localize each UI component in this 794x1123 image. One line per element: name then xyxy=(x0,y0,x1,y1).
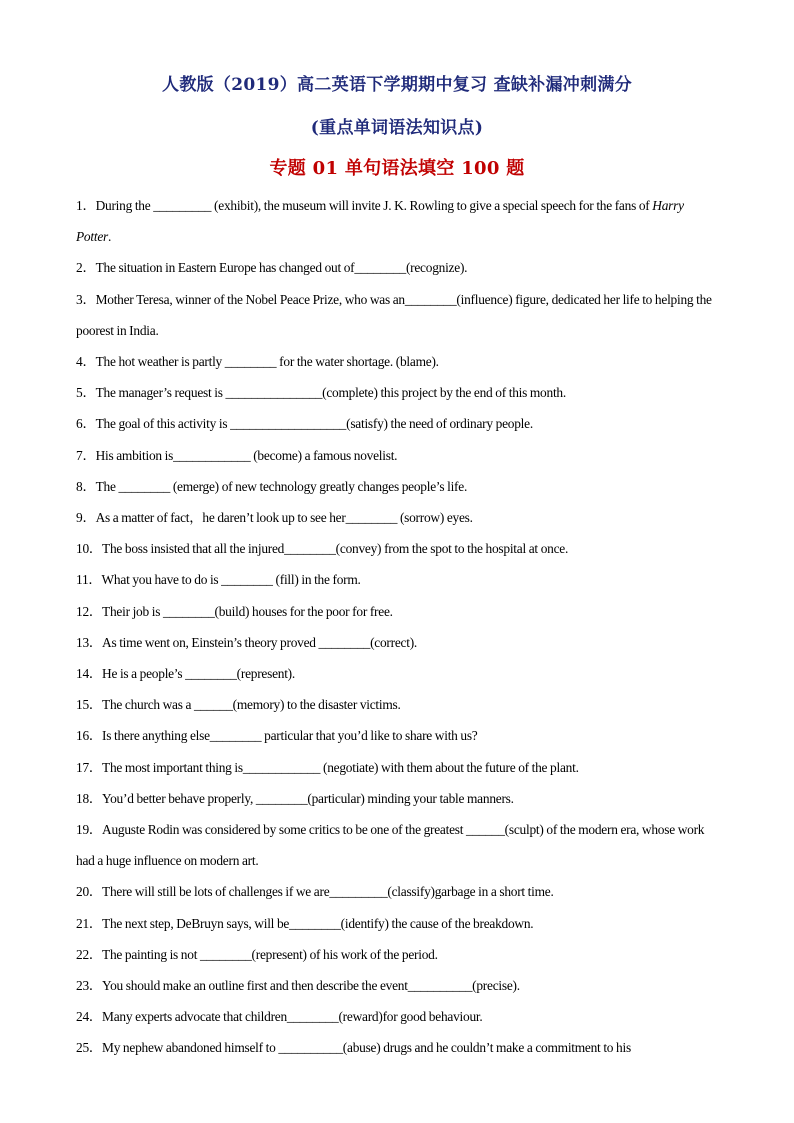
question-number: 6． xyxy=(76,416,96,432)
question-9 xyxy=(76,502,718,533)
question-number: 25． xyxy=(76,1040,103,1056)
question-21 xyxy=(76,908,718,939)
question-8 xyxy=(76,471,718,502)
question-22 xyxy=(76,939,718,970)
question-1: 1．During the _________ (exhibit), the museum will invite J. K. Rowling to give a special speech for the fans of Harry Potter. xyxy=(76,198,684,245)
question-text: My nephew abandoned himself to __________(abuse) drugs and he couldn’t make a commitment to his xyxy=(102,1040,631,1056)
question-number: 13． xyxy=(76,634,103,650)
question-number: 1． xyxy=(76,198,96,213)
question-number: 16． xyxy=(76,728,103,744)
question-2 xyxy=(76,252,718,283)
question-11 xyxy=(76,564,718,595)
question-number: 11． xyxy=(76,572,102,588)
question-text: Their job is ________(build) houses for the poor for free. xyxy=(102,603,393,619)
document-subtitle: (重点单词语法知识点) xyxy=(310,118,484,138)
question-text: The boss insisted that all the injured________(convey) from the spot to the hospital at once. xyxy=(102,541,569,557)
question-14 xyxy=(76,658,718,689)
question-text: What you have to do is ________ (fill) in the form. xyxy=(101,572,361,588)
question-number: 5． xyxy=(76,385,96,401)
question-6 xyxy=(76,408,718,439)
question-24 xyxy=(76,1001,718,1032)
question-number: 8． xyxy=(76,478,96,494)
question-number: 2． xyxy=(76,260,96,276)
question-number: 23． xyxy=(76,978,103,994)
question-number: 9． xyxy=(76,510,96,526)
question-number: 3． xyxy=(76,291,96,307)
question-text: You should make an outline first and then describe the event__________(precise). xyxy=(102,978,520,994)
question-text: The painting is not ________(represent) of his work of the period. xyxy=(102,946,438,962)
question-text: The ________ (emerge) of new technology greatly changes people’s life. xyxy=(95,478,468,494)
question-text: The manager’s request is _______________(complete) this project by the end of this month. xyxy=(95,385,566,401)
question-text: The hot weather is partly ________ for the water shortage. (blame). xyxy=(95,354,439,370)
question-number: 17． xyxy=(76,759,103,775)
question-10 xyxy=(76,533,718,564)
document-title: 人教版（2019）高二英语下学期期中复习 查缺补漏冲刺满分 xyxy=(162,75,632,95)
question-4 xyxy=(76,346,718,377)
question-text: The church was a ______(memory) to the disaster victims. xyxy=(102,697,401,713)
question-17 xyxy=(76,752,718,783)
question-text: As time went on, Einstein’s theory proved ________(correct). xyxy=(102,634,418,650)
question-text: Is there anything else________ particular that you’d like to share with us? xyxy=(102,728,478,744)
book-title: Harry Potter xyxy=(76,198,684,245)
question-text: As a matter of fact，he daren’t look up to see her________ (sorrow) eyes. xyxy=(95,510,473,526)
question-5 xyxy=(76,377,718,408)
question-18 xyxy=(76,783,718,814)
question-20 xyxy=(76,876,718,907)
question-19 xyxy=(76,814,718,876)
question-text: Mother Teresa, winner of the Nobel Peace Prize, who was an________(influence) figure, dedicated her life to helping the poorest in India. xyxy=(76,291,712,338)
question-15 xyxy=(76,689,718,720)
question-3 xyxy=(76,284,718,346)
question-text: The next step, DeBruyn says, will be________(identify) the cause of the breakdown. xyxy=(102,915,534,931)
question-text: The most important thing is____________ (negotiate) with them about the future of the plant. xyxy=(102,759,579,775)
question-13 xyxy=(76,627,718,658)
question-number: 7． xyxy=(76,447,96,463)
question-list xyxy=(76,190,718,1064)
question-12 xyxy=(76,596,718,627)
question-number: 24． xyxy=(76,1009,103,1025)
question-number: 12． xyxy=(76,603,103,619)
question-text: During the _________ (exhibit), the museum will invite J. K. Rowling to give a special speech for the fans of xyxy=(95,198,653,213)
question-7 xyxy=(76,440,718,471)
question-text: The goal of this activity is __________________(satisfy) the need of ordinary people. xyxy=(95,416,533,432)
question-25 xyxy=(76,1032,718,1063)
question-number: 4． xyxy=(76,354,96,370)
question-text: The situation in Eastern Europe has changed out of________(recognize). xyxy=(95,260,468,276)
question-number: 14． xyxy=(76,666,103,682)
question-16 xyxy=(76,720,718,751)
question-text: His ambition is____________ (become) a famous novelist. xyxy=(95,447,398,463)
question-number: 10． xyxy=(76,541,103,557)
question-text: He is a people’s ________(represent). xyxy=(102,666,295,682)
question-23 xyxy=(76,970,718,1001)
question-text: You’d better behave properly, ________(particular) minding your table manners. xyxy=(102,790,514,806)
question-number: 20． xyxy=(76,884,103,900)
question-number: 22． xyxy=(76,946,103,962)
question-text: Auguste Rodin was considered by some critics to be one of the greatest ______(sculpt) of the modern era, whose work had a huge influence on modern art. xyxy=(76,822,705,869)
question-number: 18． xyxy=(76,790,103,806)
question-text: Many experts advocate that children________(reward)for good behaviour. xyxy=(102,1009,483,1025)
question-number: 15． xyxy=(76,697,103,713)
question-number: 21． xyxy=(76,915,103,931)
topic-heading: 专题 01 单句语法填空 100 题 xyxy=(269,158,525,179)
question-number: 19． xyxy=(76,822,103,838)
question-text: There will still be lots of challenges if we are_________(classify)garbage in a short time. xyxy=(102,884,554,900)
